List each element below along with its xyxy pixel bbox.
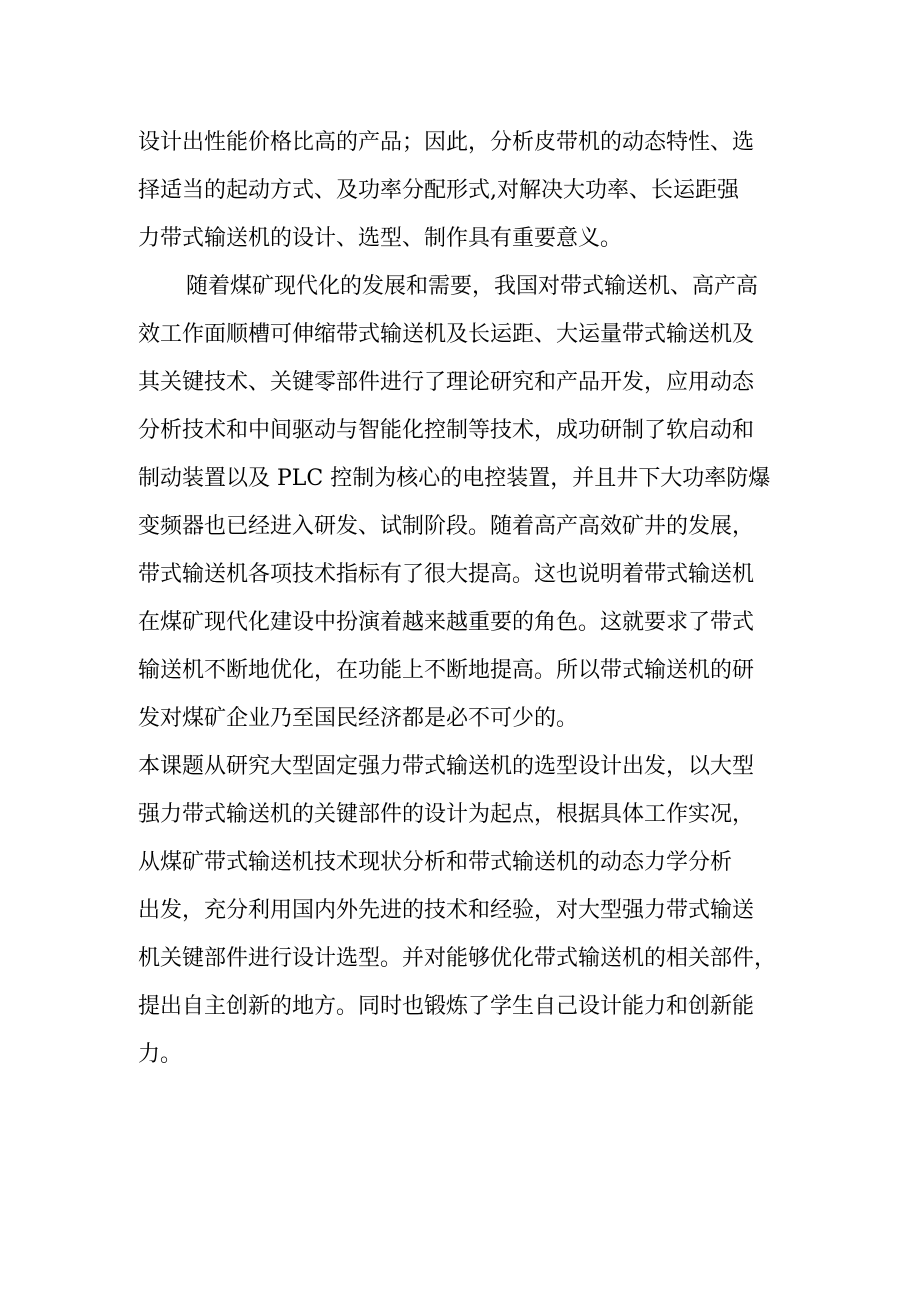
- text-line: 力带式输送机的设计、选型、制作具有重要意义。: [138, 226, 623, 251]
- text-line: 随着煤矿现代化的发展和需要，我国对带式输送机、高产高: [186, 274, 759, 299]
- text-line: 发对煤矿企业乃至国民经济都是必不可少的。: [138, 706, 579, 731]
- text-line: 带式输送机各项技术指标有了很大提高。这也说明着带式输送机: [138, 562, 755, 587]
- text-line: 本课题从研究大型固定强力带式输送机的选型设计出发，以大型: [138, 754, 755, 779]
- paragraph-p1: [138, 119, 798, 263]
- text-line: 输送机不断地优化，在功能上不断地提高。所以带式输送机的研: [138, 658, 755, 683]
- text-line: 制动装置以及 PLC 控制为核心的电控装置，并且井下大功率防爆: [138, 466, 771, 491]
- text-line: 变频器也已经进入研发、试制阶段。随着高产高效矿井的发展，: [138, 514, 755, 539]
- text-line: 力。: [138, 1042, 183, 1067]
- text-line: 出发，充分利用国内外先进的技术和经验，对大型强力带式输送: [138, 898, 755, 923]
- paragraph-p2: [138, 263, 798, 743]
- text-line: 分析技术和中间驱动与智能化控制等技术，成功研制了软启动和: [138, 418, 755, 443]
- text-line: 提出自主创新的地方。同时也锻炼了学生自己设计能力和创新能: [138, 994, 755, 1019]
- text-line: 其关键技术、关键零部件进行了理论研究和产品开发，应用动态: [138, 370, 755, 395]
- text-line: 机关键部件进行设计选型。并对能够优化带式输送机的相关部件，: [138, 946, 777, 971]
- text-line: 在煤矿现代化建设中扮演着越来越重要的角色。这就要求了带式: [138, 610, 755, 635]
- text-line: 择适当的起动方式、及功率分配形式,对解决大功率、长运距强: [138, 178, 739, 203]
- text-line: 强力带式输送机的关键部件的设计为起点，根据具体工作实况，: [138, 802, 755, 827]
- text-line: 设计出性能价格比高的产品；因此，分析皮带机的动态特性、选: [138, 130, 755, 155]
- text-line: 从煤矿带式输送机技术现状分析和带式输送机的动态力学分析: [138, 850, 733, 875]
- text-line: 效工作面顺槽可伸缩带式输送机及长运距、大运量带式输送机及: [138, 322, 755, 347]
- paragraph-p3: [138, 743, 798, 1079]
- body-text: [138, 119, 798, 1079]
